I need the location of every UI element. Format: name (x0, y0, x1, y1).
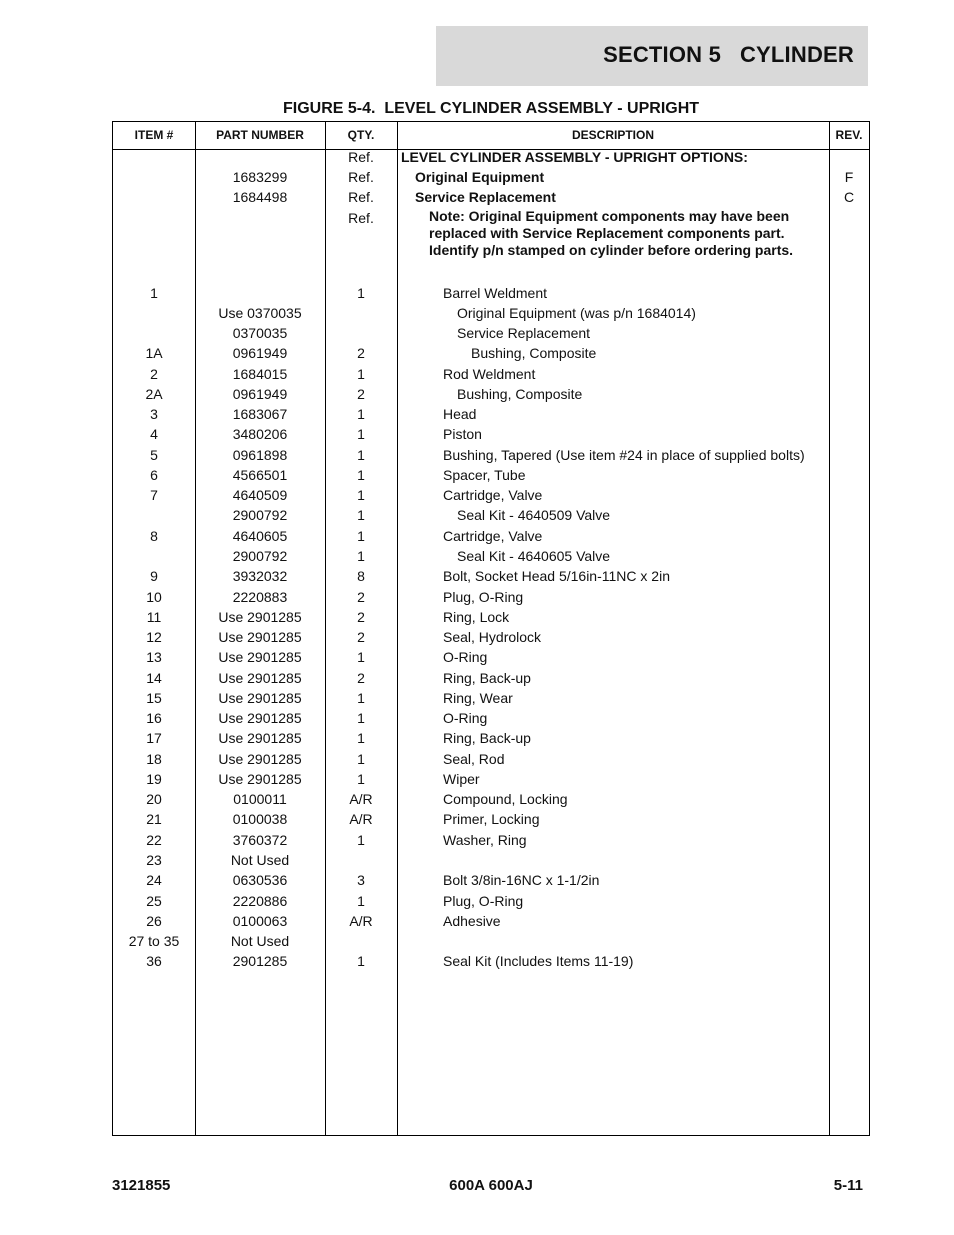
parts-table (112, 121, 870, 1136)
quantity: 1 (357, 447, 365, 463)
part-number: Use 2901285 (218, 690, 302, 706)
quantity: 3 (357, 872, 365, 888)
table-row (113, 587, 869, 607)
part-number: 0961898 (232, 447, 288, 463)
item-number: 19 (146, 771, 162, 787)
description: Seal, Hydrolock (443, 629, 542, 645)
item-number: 1 (150, 285, 158, 301)
description: Original Equipment (was p/n 1684014) (457, 305, 696, 321)
description: Rod Weldment (443, 366, 536, 382)
description: Adhesive (443, 913, 501, 929)
footer-model: 600A 600AJ (449, 1177, 533, 1194)
part-number: 3760372 (232, 832, 288, 848)
section-title: SECTION 5 CYLINDER (603, 42, 854, 67)
item-number: 7 (150, 487, 158, 503)
part-number: Not Used (230, 933, 290, 949)
part-number: 2900792 (232, 507, 288, 523)
item-number: 3 (150, 406, 158, 422)
table-row (113, 465, 869, 485)
part-number: 2220883 (232, 589, 288, 605)
part-number: Use 2901285 (218, 730, 302, 746)
description: Head (443, 406, 477, 422)
part-number: 0100011 (233, 791, 287, 807)
description: Washer, Ring (443, 832, 527, 848)
item-number: 1A (145, 345, 163, 361)
part-number: 1683299 (232, 169, 288, 185)
table-row (113, 323, 869, 343)
item-number: 36 (146, 953, 162, 969)
description: Cartridge, Valve (443, 528, 543, 544)
part-number: 1683067 (232, 406, 288, 422)
item-number: 23 (146, 852, 162, 868)
part-number: 0961949 (232, 345, 288, 361)
item-number: 18 (146, 751, 162, 767)
item-number: 20 (146, 791, 162, 807)
table-row (113, 384, 869, 404)
item-number: 8 (150, 528, 158, 544)
quantity: 2 (357, 345, 365, 361)
table-row (113, 187, 869, 207)
item-number: 26 (146, 913, 162, 929)
part-number: 0370035 (232, 325, 288, 341)
description: Seal Kit (Includes Items 11-19) (443, 953, 634, 969)
header-qty: QTY. (347, 128, 375, 142)
part-number: Use 2901285 (218, 751, 302, 767)
quantity: 1 (357, 730, 365, 746)
item-number: 9 (150, 568, 158, 584)
item-number: 6 (150, 467, 158, 483)
quantity: 1 (357, 893, 365, 909)
description: Bolt 3/8in-16NC x 1-1/2in (443, 872, 600, 888)
item-number: 10 (146, 589, 162, 605)
table-row (113, 424, 869, 444)
table-row (113, 911, 869, 931)
description: Plug, O-Ring (443, 893, 524, 909)
description: Seal, Rod (443, 751, 505, 767)
table-row (113, 445, 869, 465)
table-row (113, 931, 869, 951)
quantity: 1 (357, 751, 365, 767)
quantity: 1 (357, 832, 365, 848)
item-number: 5 (150, 447, 158, 463)
table-row (113, 951, 869, 971)
item-number: 2 (150, 366, 158, 382)
table-row (113, 546, 869, 566)
table-row (113, 505, 869, 525)
description: Bushing, Tapered (Use item #24 in place of supplied bolts) (443, 447, 805, 463)
part-number: 0961949 (232, 386, 288, 402)
header-item: ITEM # (134, 128, 174, 142)
part-number: 0100038 (232, 811, 288, 827)
quantity: 1 (357, 528, 365, 544)
table-row (113, 769, 869, 789)
quantity: 2 (357, 589, 365, 605)
description: Ring, Back-up (443, 670, 531, 686)
description: LEVEL CYLINDER ASSEMBLY - UPRIGHT OPTIONS: (401, 149, 748, 165)
table-row (113, 647, 869, 667)
description: Barrel Weldment (443, 285, 548, 301)
quantity: 2 (357, 629, 365, 645)
quantity: 1 (357, 649, 365, 665)
quantity: A/R (349, 811, 373, 827)
quantity: A/R (349, 913, 373, 929)
part-number: Use 2901285 (218, 670, 302, 686)
description: Ring, Wear (443, 690, 513, 706)
quantity: 1 (357, 467, 365, 483)
quantity: 1 (357, 285, 365, 301)
quantity: Ref. (348, 149, 374, 165)
quantity: 1 (357, 771, 365, 787)
item-number: 17 (146, 730, 162, 746)
footer-page-number: 5-11 (833, 1177, 863, 1194)
figure-title: FIGURE 5-4. LEVEL CYLINDER ASSEMBLY - UPRIGHT (282, 100, 700, 117)
description: Seal Kit - 4640509 Valve (457, 507, 611, 523)
description: Bushing, Composite (457, 386, 583, 402)
item-number: 16 (146, 710, 162, 726)
description: Seal Kit - 4640605 Valve (457, 548, 611, 564)
table-row (113, 526, 869, 546)
description: Primer, Locking (443, 811, 540, 827)
description: Compound, Locking (443, 791, 568, 807)
description: Cartridge, Valve (443, 487, 543, 503)
item-number: 21 (146, 811, 162, 827)
item-number: 12 (146, 629, 162, 645)
description: Ring, Back-up (443, 730, 531, 746)
header-rev: REV. (835, 128, 863, 142)
item-number: 11 (146, 609, 162, 625)
part-number: 2900792 (232, 548, 288, 564)
quantity: A/R (349, 791, 373, 807)
quantity: Ref. (348, 189, 374, 205)
part-number: 4566501 (232, 467, 288, 483)
item-number: 2A (145, 386, 163, 402)
table-row (113, 303, 869, 323)
item-number: 27 to 35 (128, 933, 180, 949)
description: Note: Original Equipment components may have been replaced with Service Replacement components part. Identify p/n stamped on cylinder before ordering parts. (429, 208, 794, 258)
part-number: 0100063 (232, 913, 288, 929)
table-row (113, 830, 869, 850)
table-row (113, 688, 869, 708)
description: O-Ring (443, 649, 488, 665)
item-number: 22 (146, 832, 162, 848)
table-row (113, 404, 869, 424)
part-number: Use 2901285 (218, 609, 302, 625)
description: Bolt, Socket Head 5/16in-11NC x 2in (443, 568, 670, 584)
table-row (113, 891, 869, 911)
item-number: 15 (146, 690, 162, 706)
item-number: 14 (146, 670, 162, 686)
description: Wiper (443, 771, 480, 787)
table-row (113, 167, 869, 187)
part-number: Use 2901285 (218, 771, 302, 787)
quantity: 1 (357, 426, 365, 442)
header-part-number: PART NUMBER (216, 128, 304, 142)
footer-doc-number: 3121855 (112, 1177, 171, 1194)
quantity: Ref. (348, 210, 374, 226)
part-number: Use 2901285 (218, 710, 302, 726)
part-number: 1684015 (232, 366, 288, 382)
table-row (113, 283, 869, 303)
table-row (113, 208, 869, 258)
table-row (113, 749, 869, 769)
part-number: 0630536 (232, 872, 288, 888)
description: O-Ring (443, 710, 488, 726)
quantity: Ref. (348, 169, 374, 185)
table-row (113, 850, 869, 870)
description: Original Equipment (415, 169, 545, 185)
part-number: 4640605 (232, 528, 288, 544)
item-number: 13 (146, 649, 162, 665)
quantity: 1 (357, 406, 365, 422)
part-number: 1684498 (232, 189, 288, 205)
table-row (113, 627, 869, 647)
part-number: 4640509 (232, 487, 288, 503)
part-number: Use 2901285 (218, 629, 302, 645)
item-number: 25 (146, 893, 162, 909)
item-number: 24 (146, 872, 162, 888)
part-number: 2901285 (232, 953, 288, 969)
header-description: DESCRIPTION (571, 128, 654, 142)
section-header (436, 26, 868, 86)
table-row (113, 789, 869, 809)
quantity: 1 (357, 953, 365, 969)
quantity: 1 (357, 487, 365, 503)
part-number: 3932032 (232, 568, 288, 584)
quantity: 1 (357, 548, 365, 564)
table-row (113, 668, 869, 688)
table-row (113, 147, 869, 167)
table-row (113, 343, 869, 363)
quantity: 1 (357, 507, 365, 523)
revision: F (844, 169, 854, 185)
table-row (113, 870, 869, 890)
quantity: 2 (357, 609, 365, 625)
item-number: 4 (150, 426, 158, 442)
table-row (113, 708, 869, 728)
description: Spacer, Tube (443, 467, 526, 483)
description: Piston (443, 426, 482, 442)
table-row (113, 809, 869, 829)
table-row (113, 728, 869, 748)
table-row (113, 607, 869, 627)
part-number: Use 0370035 (218, 305, 302, 321)
quantity: 1 (357, 366, 365, 382)
description: Service Replacement (415, 189, 556, 205)
description: Bushing, Composite (471, 345, 597, 361)
quantity: 2 (357, 670, 365, 686)
description: Plug, O-Ring (443, 589, 524, 605)
quantity: 1 (357, 710, 365, 726)
description: Service Replacement (457, 325, 591, 341)
table-row (113, 364, 869, 384)
table-row (113, 566, 869, 586)
description: Ring, Lock (443, 609, 510, 625)
part-number: 2220886 (232, 893, 288, 909)
part-number: Use 2901285 (218, 649, 302, 665)
quantity: 8 (357, 568, 365, 584)
table-row (113, 485, 869, 505)
part-number: Not Used (230, 852, 290, 868)
quantity: 2 (357, 386, 365, 402)
part-number: 3480206 (232, 426, 288, 442)
revision: C (843, 189, 855, 205)
quantity: 1 (357, 690, 365, 706)
